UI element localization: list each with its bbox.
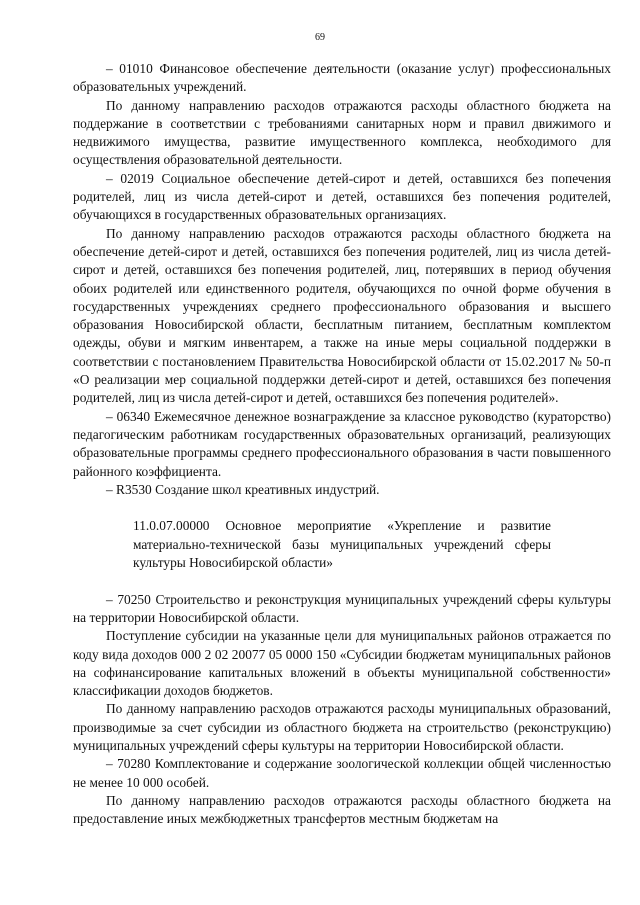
section-title: 11.0.07.00000 Основное мероприятие «Укрепление и развитие материально-технической базы муниципальных учреждений сферы культуры Новосибирской области»	[133, 518, 551, 571]
paragraph: По данному направлению расходов отражаются расходы муниципальных образований, производимые за счет субсидии из областного бюджета на строительство (реконструкцию) муниципальных учреждений сферы культуры на территории Новосибирской области.	[73, 701, 611, 753]
document-body	[73, 60, 611, 828]
paragraph: – 70250 Строительство и реконструкция муниципальных учреждений сферы культуры на территории Новосибирской области.	[73, 591, 611, 625]
paragraph: По данному направлению расходов отражаются расходы областного бюджета на обеспечение детей-сирот и детей, оставшихся без попечения родителей, лиц из числа детей-сирот и детей, оставшихся без попечения родителей, лиц, потерявших в период обучения обоих родителей или единственного родителя, обучающихся по очной форме обучения в государственных учреждениях среднего профессионального образования и высшего образования Новосибирской области, бесплатным питанием, бесплатным комплектом одежды, обуви и мягким инвентарем, а также на иные меры социальной поддержки в соответствии с постановлением Правительства Новосибирской области от 15.02.2017 № 50-п «О реализации мер социальной поддержки детей-сирот и детей, оставшихся без попечения родителей, лиц из числа детей-сирот и детей, оставшихся без попечения родителей».	[73, 225, 611, 406]
paragraph: – 70280 Комплектование и содержание зоологической коллекции общей численностью не менее 10 000 особей.	[73, 756, 611, 790]
page-number: 69	[315, 32, 325, 43]
paragraph: По данному направлению расходов отражаются расходы областного бюджета на поддержание в соответствии с требованиями санитарных норм и правил движимого и недвижимого имущества, развитие имущественного комплекса, необходимого для осуществления образовательной деятельности.	[73, 97, 611, 168]
paragraph: По данному направлению расходов отражаются расходы областного бюджета на предоставление иных межбюджетных трансфертов местным бюджетам на	[73, 792, 611, 827]
paragraph: – R3530 Создание школ креативных индустрий.	[106, 481, 380, 497]
paragraph: Поступление субсидии на указанные цели для муниципальных районов отражается по коду вида доходов 000 2 02 20077 05 0000 150 «Субсидии бюджетам муниципальных районов на софинансирование капитальных вложений в объекты муниципальной собственности» классификации доходов бюджетов.	[73, 628, 611, 699]
paragraph: – 06340 Ежемесячное денежное вознаграждение за классное руководство (кураторство) педагогическим работникам государственных образовательных организаций, реализующих образовательные программы среднего профессионального образования в части повышенного районного коэффициента.	[73, 408, 611, 479]
paragraph: – 02019 Социальное обеспечение детей-сирот и детей, оставшихся без попечения родителей, лиц из числа детей-сирот и детей, оставшихся без попечения родителей, обучающихся в государственных образовательных организациях.	[73, 170, 611, 223]
paragraph: – 01010 Финансовое обеспечение деятельности (оказание услуг) профессиональных образовательных учреждений.	[73, 61, 611, 95]
